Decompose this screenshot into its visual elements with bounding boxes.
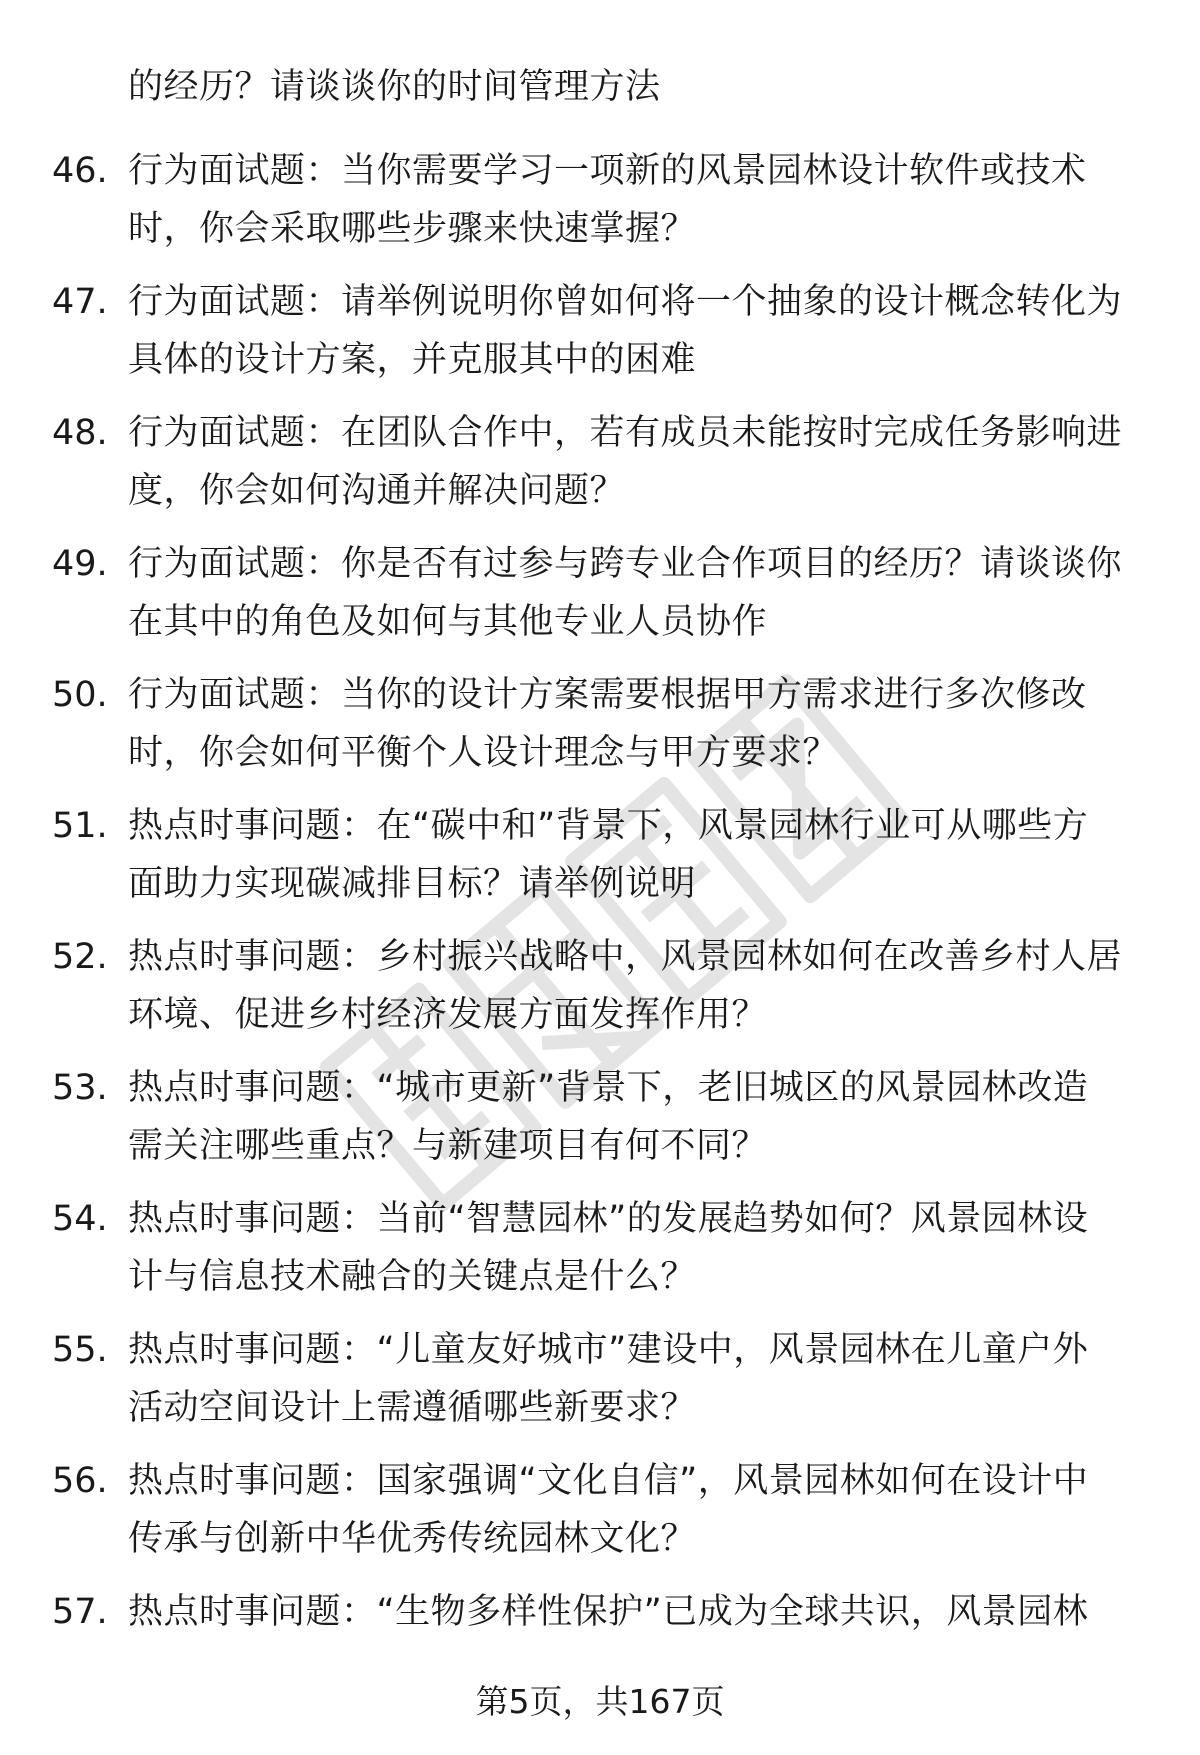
question-text-line: 度，你会如何沟通并解决问题？ xyxy=(128,471,626,511)
question-text-line: 热点时事问题：“儿童友好城市”建设中，风景园林在儿童户外 xyxy=(128,1330,1089,1370)
question-number: 47. xyxy=(52,282,108,322)
question-text xyxy=(128,928,1168,1044)
question-item xyxy=(0,1059,1200,1190)
question-number: 46. xyxy=(52,151,108,191)
question-item xyxy=(0,404,1200,535)
question-text-line: 环境、促进乡村经济发展方面发挥作用？ xyxy=(128,995,768,1035)
question-text-line: 热点时事问题：“生物多样性保护”已成为全球共识，风景园林 xyxy=(128,1592,1089,1632)
question-item xyxy=(0,142,1200,273)
question-number: 50. xyxy=(52,675,108,715)
question-number: 48. xyxy=(52,413,108,453)
question-text-line: 热点时事问题：在“碳中和”背景下，风景园林行业可从哪些方 xyxy=(128,806,1089,846)
question-number: 55. xyxy=(52,1330,108,1370)
question-list xyxy=(0,142,1200,1714)
question-number: 53. xyxy=(52,1068,108,1108)
question-item xyxy=(0,1190,1200,1321)
page-footer: 第5页，共167页 xyxy=(475,1682,725,1721)
question-text-line: 时，你会如何平衡个人设计理念与甲方要求？ xyxy=(128,733,839,773)
question-text-line: 活动空间设计上需遵循哪些新要求？ xyxy=(128,1388,697,1428)
continuation-line: 的经历？请谈谈你的时间管理方法 xyxy=(128,67,661,107)
question-number: 52. xyxy=(52,937,108,977)
question-item xyxy=(0,928,1200,1059)
question-item xyxy=(0,797,1200,928)
question-item xyxy=(0,666,1200,797)
question-text-line: 热点时事问题：当前“智慧园林”的发展趋势如何？风景园林设 xyxy=(128,1199,1089,1239)
question-text xyxy=(128,1190,1168,1306)
question-item xyxy=(0,273,1200,404)
question-text-line: 行为面试题：当你需要学习一项新的风景园林设计软件或技术 xyxy=(128,151,1087,191)
question-text xyxy=(128,535,1168,651)
question-text-line: 需关注哪些重点？与新建项目有何不同？ xyxy=(128,1126,768,1166)
question-text xyxy=(128,666,1168,782)
question-text xyxy=(128,404,1168,520)
question-text-line: 面助力实现碳减排目标？请举例说明 xyxy=(128,864,697,904)
question-text-line: 热点时事问题：国家强调“文化自信”，风景园林如何在设计中 xyxy=(128,1461,1089,1501)
question-text xyxy=(128,797,1168,913)
question-number: 51. xyxy=(52,806,108,846)
question-number: 49. xyxy=(52,544,108,584)
question-text-line: 具体的设计方案，并克服其中的困难 xyxy=(128,340,697,380)
question-item xyxy=(0,1452,1200,1583)
question-text-line: 计与信息技术融合的关键点是什么？ xyxy=(128,1257,697,1297)
question-number: 54. xyxy=(52,1199,108,1239)
question-text-line: 热点时事问题：乡村振兴战略中，风景园林如何在改善乡村人居 xyxy=(128,937,1123,977)
question-text xyxy=(128,1059,1168,1175)
question-text-line: 行为面试题：当你的设计方案需要根据甲方需求进行多次修改 xyxy=(128,675,1087,715)
question-text-line: 传承与创新中华优秀传统园林文化？ xyxy=(128,1519,697,1559)
question-text-line: 行为面试题：在团队合作中，若有成员未能按时完成任务影响进 xyxy=(128,413,1123,453)
question-item xyxy=(0,535,1200,666)
question-text xyxy=(128,1583,1168,1641)
question-number: 57. xyxy=(52,1592,108,1632)
question-text-line: 时，你会采取哪些步骤来快速掌握？ xyxy=(128,209,697,249)
question-text-line: 行为面试题：请举例说明你曾如何将一个抽象的设计概念转化为 xyxy=(128,282,1123,322)
question-text xyxy=(128,1321,1168,1437)
question-text-line: 在其中的角色及如何与其他专业人员协作 xyxy=(128,602,768,642)
question-text xyxy=(128,142,1168,258)
question-item xyxy=(0,1321,1200,1452)
question-text-line: 热点时事问题：“城市更新”背景下，老旧城区的风景园林改造 xyxy=(128,1068,1089,1108)
question-number: 56. xyxy=(52,1461,108,1501)
question-text xyxy=(128,1452,1168,1568)
question-text xyxy=(128,273,1168,389)
question-text-line: 行为面试题：你是否有过参与跨专业合作项目的经历？请谈谈你 xyxy=(128,544,1123,584)
